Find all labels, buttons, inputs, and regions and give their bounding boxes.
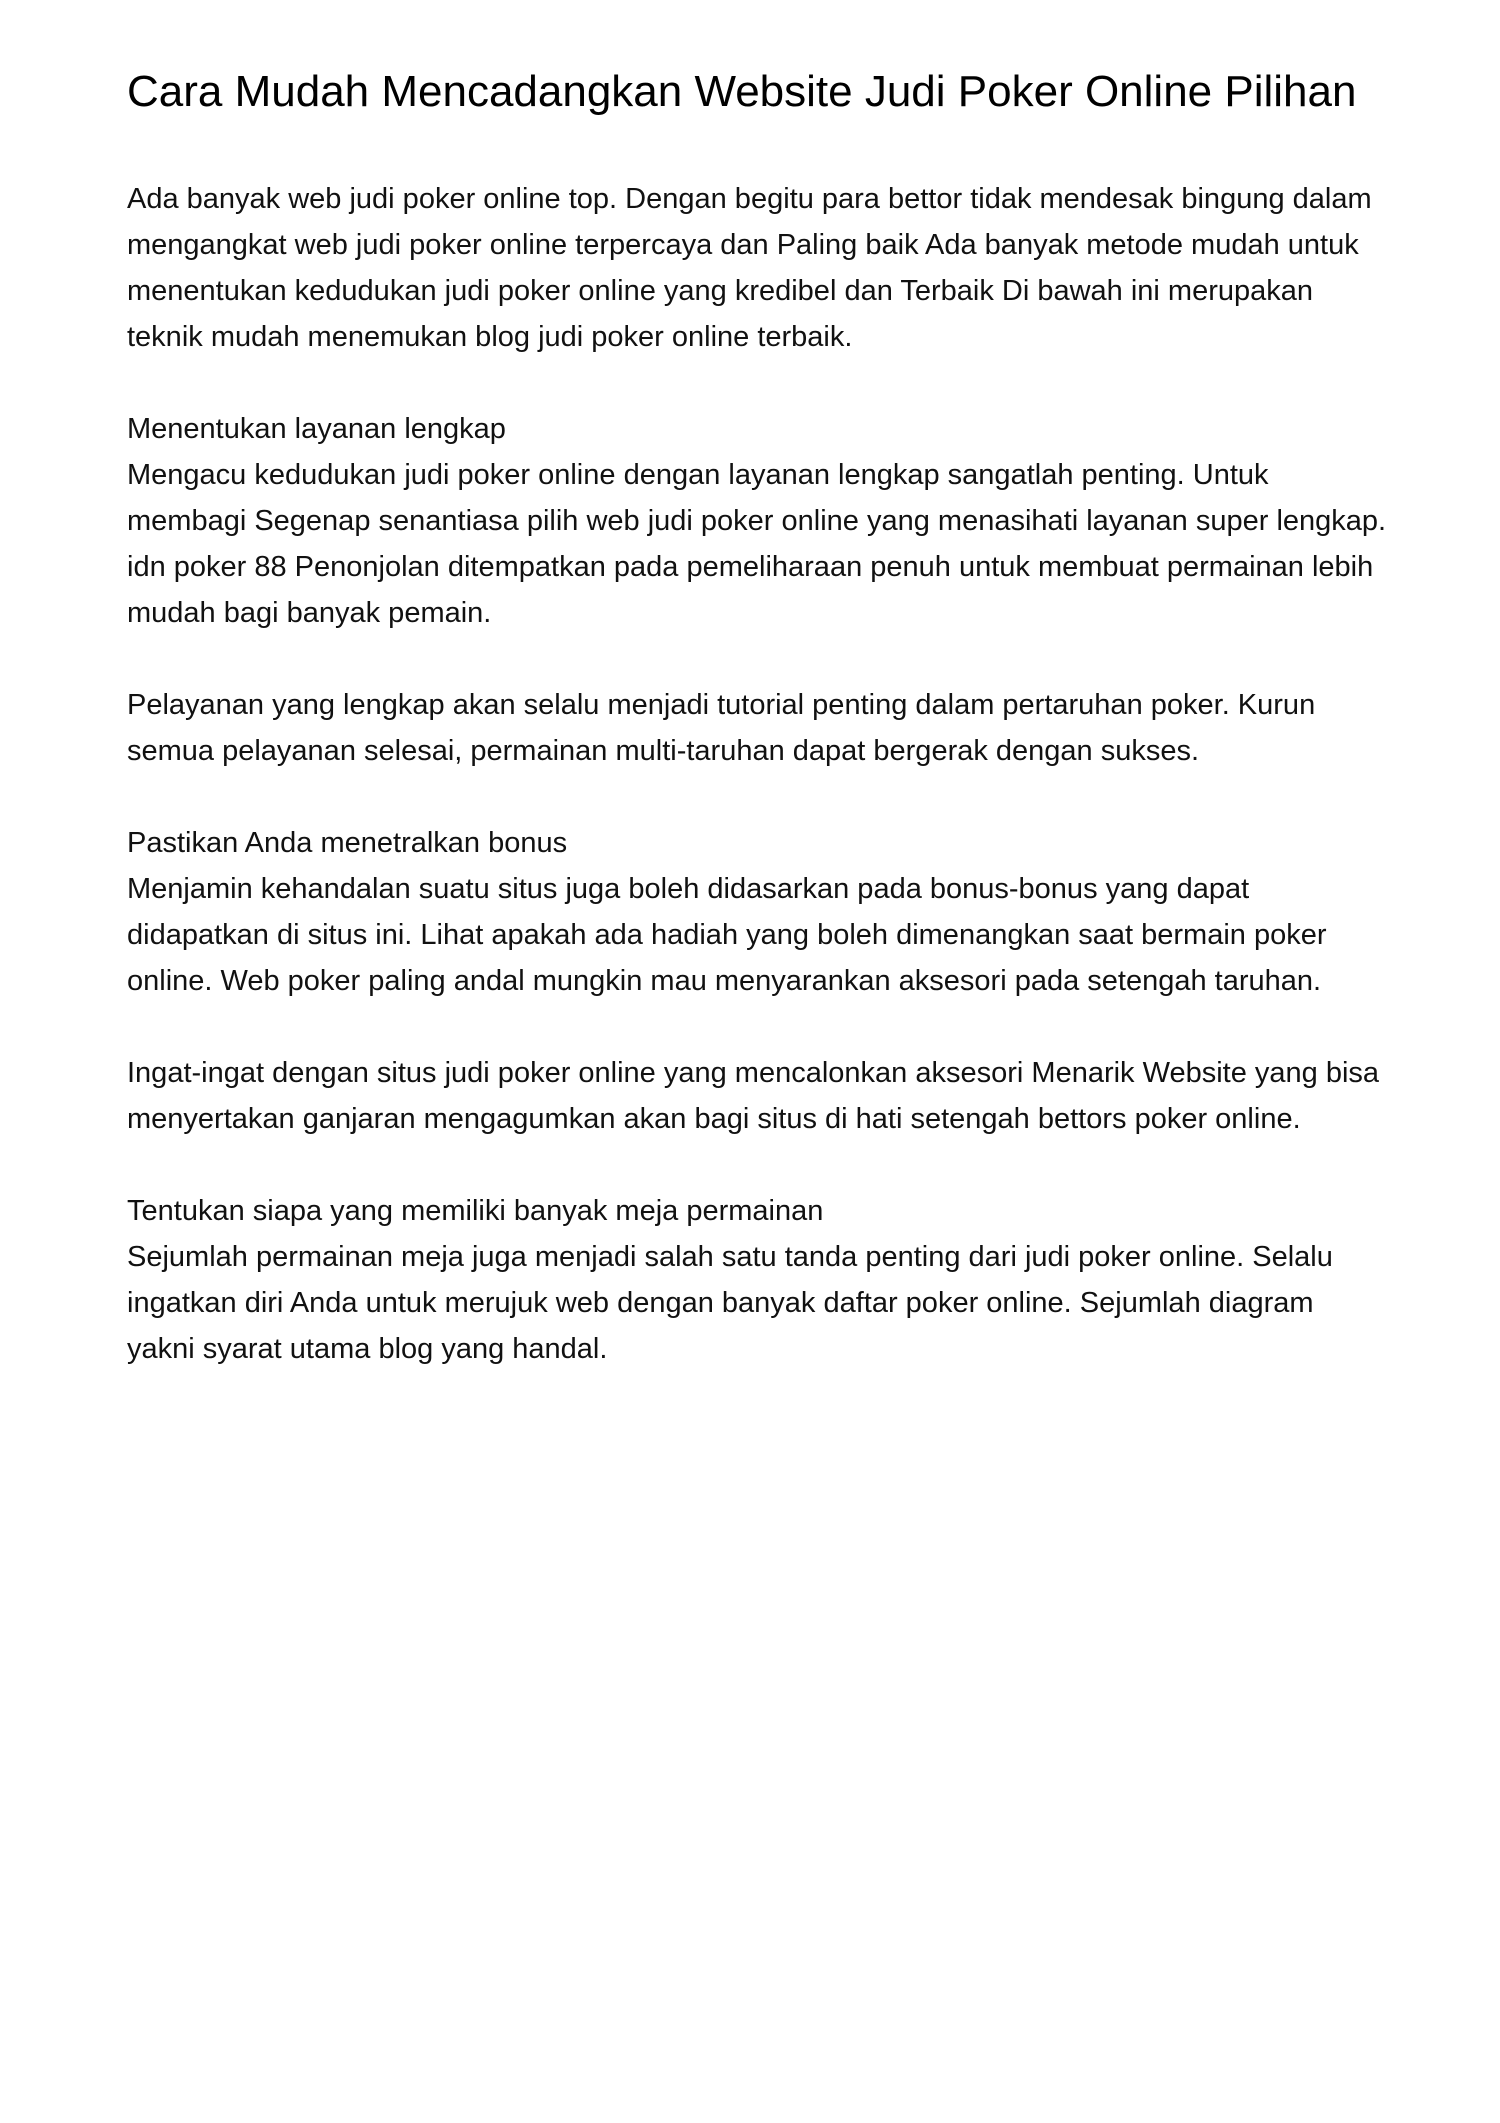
section-heading: Tentukan siapa yang memiliki banyak meja permainan bbox=[127, 1195, 824, 1227]
section-heading: Pastikan Anda menetralkan bonus bbox=[127, 827, 568, 859]
section-body: Menjamin kehandalan suatu situs juga boleh didasarkan pada bonus-bonus yang dapat didapatkan di situs ini. Lihat apakah ada hadiah yang boleh dimenangkan saat bermain poker online. Web poker paling andal mungkin mau menyarankan aksesori pada setengah taruhan. bbox=[127, 873, 1327, 997]
intro-text: Ada banyak web judi poker online top. Dengan begitu para bettor tidak mendesak bingung dalam mengangkat web judi poker online terpercaya dan Paling baik Ada banyak metode mudah untuk menentukan kedudukan judi poker online yang kredibel dan Terbaik Di bawah ini merupakan teknik mudah menemukan blog judi poker online terbaik. bbox=[127, 183, 1372, 353]
section-meja-permainan bbox=[127, 1188, 1387, 1372]
section-body: Sejumlah permainan meja juga menjadi salah satu tanda penting dari judi poker online. Selalu ingatkan diri Anda untuk merujuk web dengan banyak daftar poker online. Sejumlah diagram yakni syarat utama blog yang handal. bbox=[127, 1241, 1333, 1365]
section-heading: Menentukan layanan lengkap bbox=[127, 413, 506, 445]
document-content bbox=[127, 68, 1387, 1418]
page-title: Cara Mudah Mencadangkan Website Judi Poker Online Pilihan bbox=[127, 67, 1357, 116]
section-body: Mengacu kedudukan judi poker online dengan layanan lengkap sangatlah penting. Untuk membagi Segenap senantiasa pilih web judi poker online yang menasihati layanan super lengkap. idn poker 88 Penonjolan ditempatkan pada pemeliharaan penuh untuk membuat permainan lebih mudah bagi banyak pemain. bbox=[127, 459, 1387, 629]
section-paragraph: Pelayanan yang lengkap akan selalu menjadi tutorial penting dalam pertaruhan poker. Kurun semua pelayanan selesai, permainan multi-taruhan dapat bergerak dengan sukses. bbox=[127, 689, 1316, 767]
section-paragraph: Ingat-ingat dengan situs judi poker online yang mencalonkan aksesori Menarik Website yang bisa menyertakan ganjaran mengagumkan akan bagi situs di hati setengah bettors poker online. bbox=[127, 1057, 1380, 1135]
intro-paragraph bbox=[127, 176, 1387, 360]
section-layanan-lengkap bbox=[127, 406, 1387, 636]
section-bonus-extra bbox=[127, 1050, 1387, 1142]
section-bonus bbox=[127, 820, 1387, 1004]
section-layanan-extra bbox=[127, 682, 1387, 774]
